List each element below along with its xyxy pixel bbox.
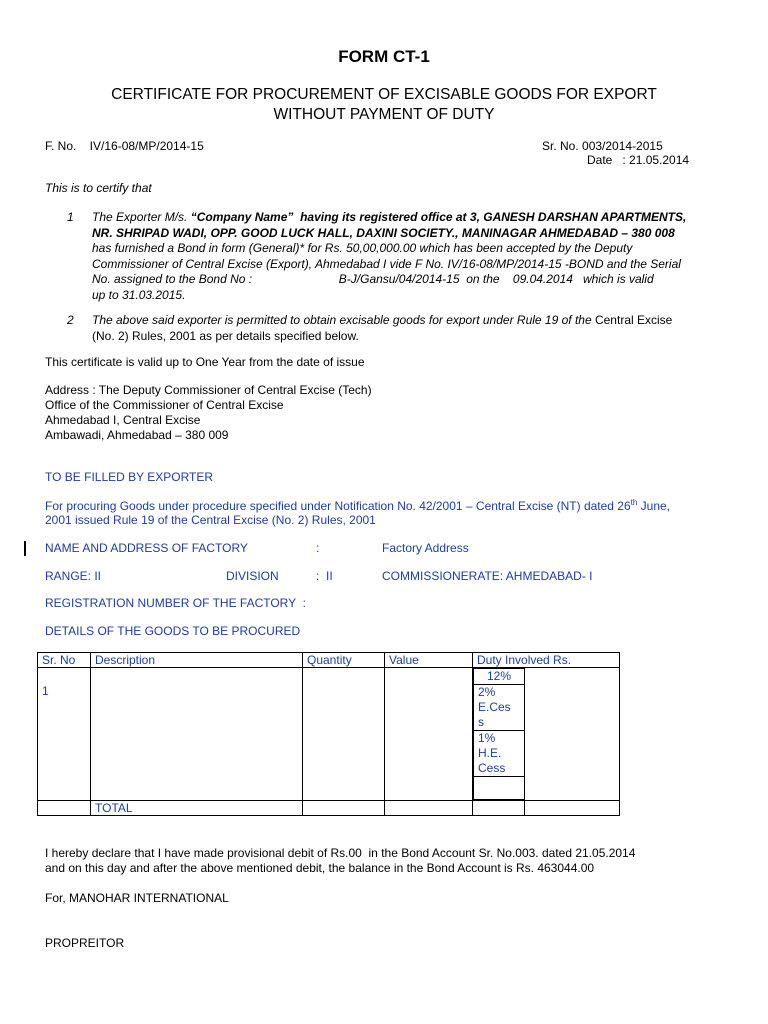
division-label: DIVISION <box>226 569 279 583</box>
duty-rate-blank <box>474 777 525 800</box>
row-duty-amount <box>525 668 620 801</box>
clause2-line1-italic: The above said exporter is permitted to obtain excisable goods for export under Rule 19 of the <box>92 313 595 327</box>
procurement-line1-end: June, <box>637 499 671 513</box>
duty-ecess-pct: 2% <box>478 685 496 699</box>
duty-hecess-pct: 1% <box>478 731 496 745</box>
goods-details-heading: DETAILS OF THE GOODS TO BE PROCURED <box>45 624 301 638</box>
declaration-line1: I hereby declare that I have made provisional debit of Rs.00 in the Bond Account Sr. No.003. dated 21.05.2014 <box>45 846 636 860</box>
header-description: Description <box>91 653 303 668</box>
text-cursor <box>24 541 26 556</box>
goods-table <box>37 652 620 816</box>
clause2-number: 2 <box>67 313 74 327</box>
header-duty-involved: Duty Involved Rs. <box>473 653 620 668</box>
exporter-heading: TO BE FILLED BY EXPORTER <box>45 470 214 484</box>
clause1-number: 1 <box>67 210 74 224</box>
table-total-row <box>38 801 620 816</box>
duty-rate-hecess <box>474 731 525 777</box>
header-sr-no: Sr. No <box>38 653 91 668</box>
duty-hecess-label-a: H.E. <box>478 746 502 760</box>
issue-date: Date : 21.05.2014 <box>587 153 690 167</box>
signoff-title: PROPREITOR <box>45 936 125 950</box>
clause2-text <box>92 313 712 344</box>
row-sr-no: 1 <box>38 668 91 801</box>
duty-ecess-label-b: s <box>478 715 484 729</box>
form-title: FORM CT-1 <box>338 47 430 66</box>
form-subtitle-line1: CERTIFICATE FOR PROCUREMENT OF EXCISABLE GOODS FOR EXPORT <box>111 86 657 103</box>
total-quantity <box>303 801 385 816</box>
clause1-line6: up to 31.03.2015. <box>92 287 186 302</box>
serial-number: Sr. No. 003/2014-2015 <box>542 139 663 153</box>
procurement-line2: 2001 issued Rule 19 of the Central Excise (No. 2) Rules, 2001 <box>45 513 376 527</box>
division-value: : II <box>316 569 333 583</box>
duty-hecess-label-b: Cess <box>478 761 506 775</box>
address-line3: Ahmedabad I, Central Excise <box>45 413 201 427</box>
row-duty-rates <box>473 668 525 801</box>
duty-rate-ecess <box>474 685 525 731</box>
duty-ecess-label-a: E.Ces <box>478 700 511 714</box>
form-subtitle-line2: WITHOUT PAYMENT OF DUTY <box>273 106 495 123</box>
clause1-line4: Commissioner of Central Excise (Export), Ahmedabad I vide F No. IV/16-08/MP/2014-15 -BOND and the Serial <box>92 256 681 271</box>
clause2-line1-plain: Central Excise <box>594 313 673 327</box>
factory-colon: : <box>316 541 320 555</box>
commissionerate-value: COMMISSIONERATE: AHMEDABAD- I <box>382 569 593 583</box>
row-description <box>91 668 303 801</box>
procurement-line1-text: For procuring Goods under procedure specified under Notification No. 42/2001 – Central Excise (NT) dated 26 <box>45 499 631 513</box>
declaration-line2: and on this day and after the above mentioned debit, the balance in the Bond Account is Rs. 463044.00 <box>45 861 595 875</box>
clause2-line2: (No. 2) Rules, 2001 as per details specified below. <box>92 328 359 343</box>
address-line2: Office of the Commissioner of Central Excise <box>45 398 284 412</box>
header-value: Value <box>385 653 473 668</box>
address-line1: Address : The Deputy Commissioner of Central Excise (Tech) <box>45 383 372 397</box>
registration-label: REGISTRATION NUMBER OF THE FACTORY : <box>45 596 306 610</box>
procurement-line1 <box>45 498 670 513</box>
total-duty-rate <box>473 801 525 816</box>
clause1-line1-bold: “Company Name” having its registered office at 3, GANESH DARSHAN APARTMENTS, <box>190 210 687 224</box>
clause1-line5: No. assigned to the Bond No : B-J/Gansu/04/2014-15 on the 09.04.2014 which is valid <box>92 272 654 286</box>
address-line4: Ambawadi, Ahmedabad – 380 009 <box>45 428 229 442</box>
factory-label: NAME AND ADDRESS OF FACTORY <box>45 541 248 555</box>
total-value <box>385 801 473 816</box>
range-value: RANGE: II <box>45 569 102 583</box>
total-label: TOTAL <box>91 801 303 816</box>
validity-statement: This certificate is valid up to One Year from the date of issue <box>45 355 365 369</box>
table-row <box>38 668 620 801</box>
total-duty-amount <box>525 801 620 816</box>
table-header-row <box>38 653 620 668</box>
factory-value: Factory Address <box>382 541 469 555</box>
signoff-company: For, MANOHAR INTERNATIONAL <box>45 891 229 905</box>
file-number: F. No. IV/16-08/MP/2014-15 <box>45 139 204 153</box>
procurement-superscript: th <box>630 498 638 507</box>
clause1-line1-pre: The Exporter M/s. <box>92 210 191 224</box>
duty-rates-table <box>473 668 525 800</box>
clause1-line3: has furnished a Bond in form (General)* for Rs. 50,00,000.00 which has been accepted by the Deputy <box>92 241 633 255</box>
row-value <box>385 668 473 801</box>
row-quantity <box>303 668 385 801</box>
clause1-text <box>92 210 720 303</box>
duty-rate-excise: 12% <box>474 669 525 685</box>
certify-intro: This is to certify that <box>45 181 152 195</box>
total-blank-sr <box>38 801 91 816</box>
clause1-line2-bold: NR. SHRIPAD WADI, OPP. GOOD LUCK HALL, DAXINI SOCIETY., MANINAGAR AHMEDABAD – 380 008 <box>92 225 675 240</box>
header-quantity: Quantity <box>303 653 385 668</box>
